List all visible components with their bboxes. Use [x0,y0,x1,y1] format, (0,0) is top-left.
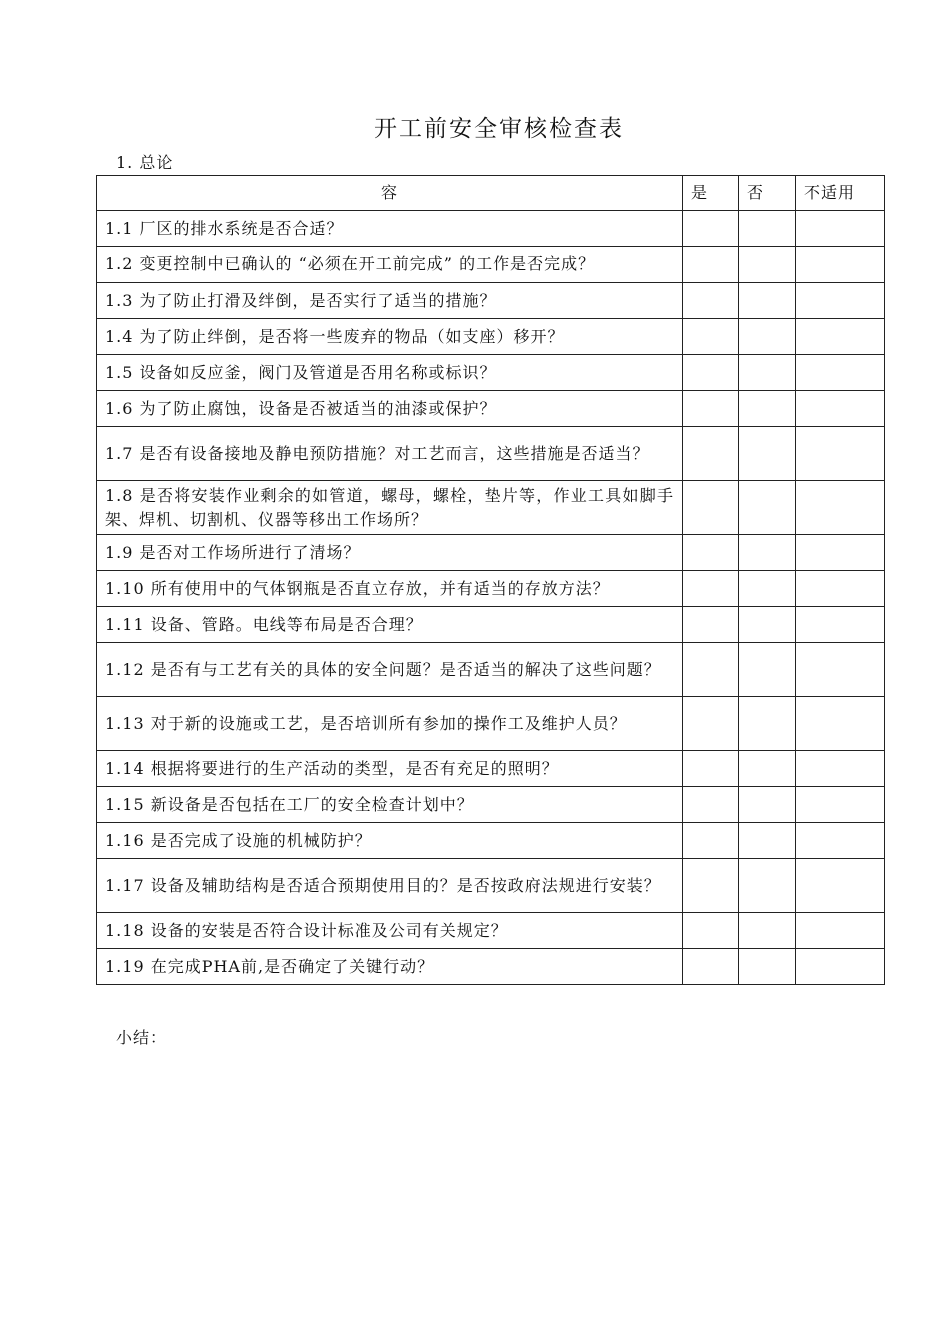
yes-cell[interactable] [683,643,739,697]
not-applicable-cell[interactable] [796,859,885,913]
summary-label: 小结： [116,1028,168,1047]
yes-cell[interactable] [683,913,739,949]
yes-cell[interactable] [683,319,739,355]
yes-cell[interactable] [683,283,739,319]
not-applicable-cell[interactable] [796,211,885,247]
no-cell[interactable] [739,535,796,571]
header-yes: 是 [683,176,739,211]
no-cell[interactable] [739,823,796,859]
checklist-item-text: 1.18 设备的安装是否符合设计标准及公司有关规定？ [97,913,683,949]
no-cell[interactable] [739,697,796,751]
no-cell[interactable] [739,913,796,949]
checklist-item-text: 1.16 是否完成了设施的机械防护？ [97,823,683,859]
not-applicable-cell[interactable] [796,319,885,355]
not-applicable-cell[interactable] [796,391,885,427]
checklist-item-label: 1.2 变更控制中已确认的 “必须在开工前完成” 的工作是否完成？ [105,253,596,273]
checklist-item-text: 1.13 对于新的设施或工艺，是否培训所有参加的操作工及维护人员？ [97,697,683,751]
yes-cell[interactable] [683,787,739,823]
no-cell[interactable] [739,355,796,391]
checklist-item-text [97,247,683,283]
table-row [97,571,885,607]
yes-cell[interactable] [683,949,739,985]
no-cell[interactable] [739,391,796,427]
table-row [97,481,885,535]
yes-cell[interactable] [683,481,739,535]
not-applicable-cell[interactable] [796,571,885,607]
checklist-item-text: 1.4 为了防止绊倒，是否将一些废弃的物品（如支座）移开？ [97,319,683,355]
no-cell[interactable] [739,319,796,355]
not-applicable-cell[interactable] [796,481,885,535]
checklist-item-text: 1.10 所有使用中的气体钢瓶是否直立存放，并有适当的存放方法？ [97,571,683,607]
checklist-item-text: 1.3 为了防止打滑及绊倒，是否实行了适当的措施？ [97,283,683,319]
header-not-applicable: 不适用 [796,176,885,211]
not-applicable-cell[interactable] [796,949,885,985]
table-row [97,787,885,823]
checklist-item-text: 1.7 是否有设备接地及静电预防措施？对工艺而言，这些措施是否适当？ [97,427,683,481]
not-applicable-cell[interactable] [796,535,885,571]
table-header-row [97,176,885,211]
not-applicable-cell[interactable] [796,607,885,643]
table-row [97,211,885,247]
not-applicable-cell[interactable] [796,247,885,283]
yes-cell[interactable] [683,535,739,571]
no-cell[interactable] [739,787,796,823]
table-row [97,247,885,283]
no-cell[interactable] [739,427,796,481]
section-heading: 1. 总论 [116,153,174,172]
table-row [97,355,885,391]
yes-cell[interactable] [683,427,739,481]
not-applicable-cell[interactable] [796,787,885,823]
table-row [97,319,885,355]
not-applicable-cell[interactable] [796,427,885,481]
checklist-body [97,211,885,985]
not-applicable-cell[interactable] [796,913,885,949]
table-row [97,607,885,643]
no-cell[interactable] [739,859,796,913]
not-applicable-cell[interactable] [796,697,885,751]
table-row [97,427,885,481]
header-no: 否 [739,176,796,211]
no-cell[interactable] [739,949,796,985]
table-row [97,859,885,913]
table-row [97,823,885,859]
yes-cell[interactable] [683,391,739,427]
checklist-item-text: 1.6 为了防止腐蚀，设备是否被适当的油漆或保护？ [97,391,683,427]
checklist-item-text: 1.9 是否对工作场所进行了清场？ [97,535,683,571]
checklist-table [96,175,885,985]
yes-cell[interactable] [683,751,739,787]
table-row [97,697,885,751]
table-row [97,535,885,571]
table-row [97,751,885,787]
table-row [97,283,885,319]
not-applicable-cell[interactable] [796,355,885,391]
no-cell[interactable] [739,283,796,319]
no-cell[interactable] [739,643,796,697]
checklist-item-text: 1.1 厂区的排水系统是否合适？ [97,211,683,247]
table-row [97,391,885,427]
checklist-item-text: 1.14 根据将要进行的生产活动的类型，是否有充足的照明？ [97,751,683,787]
no-cell[interactable] [739,247,796,283]
yes-cell[interactable] [683,211,739,247]
checklist-item-text: 1.8 是否将安装作业剩余的如管道，螺母，螺栓，垫片等，作业工具如脚手架、焊机、切割机、仪器等移出工作场所？ [97,481,683,535]
no-cell[interactable] [739,751,796,787]
yes-cell[interactable] [683,571,739,607]
table-row [97,949,885,985]
checklist-item-text: 1.12 是否有与工艺有关的具体的安全问题？是否适当的解决了这些问题？ [97,643,683,697]
yes-cell[interactable] [683,247,739,283]
no-cell[interactable] [739,607,796,643]
not-applicable-cell[interactable] [796,643,885,697]
checklist-item-text: 1.11 设备、管路。电线等布局是否合理？ [97,607,683,643]
checklist-item-text: 1.17 设备及辅助结构是否适合预期使用目的？是否按政府法规进行安装？ [97,859,683,913]
document-title: 开工前安全审核检查表 [374,116,624,142]
yes-cell[interactable] [683,859,739,913]
no-cell[interactable] [739,211,796,247]
not-applicable-cell[interactable] [796,751,885,787]
no-cell[interactable] [739,571,796,607]
checklist-item-text: 1.5 设备如反应釜，阀门及管道是否用名称或标识？ [97,355,683,391]
not-applicable-cell[interactable] [796,823,885,859]
yes-cell[interactable] [683,823,739,859]
no-cell[interactable] [739,481,796,535]
table-row [97,913,885,949]
yes-cell[interactable] [683,607,739,643]
yes-cell[interactable] [683,697,739,751]
checklist-item-text: 1.15 新设备是否包括在工厂的安全检查计划中？ [97,787,683,823]
not-applicable-cell[interactable] [796,283,885,319]
checklist-item-text: 1.19 在完成PHA前,是否确定了关键行动？ [97,949,683,985]
yes-cell[interactable] [683,355,739,391]
table-row [97,643,885,697]
header-item: 容 [97,176,683,211]
